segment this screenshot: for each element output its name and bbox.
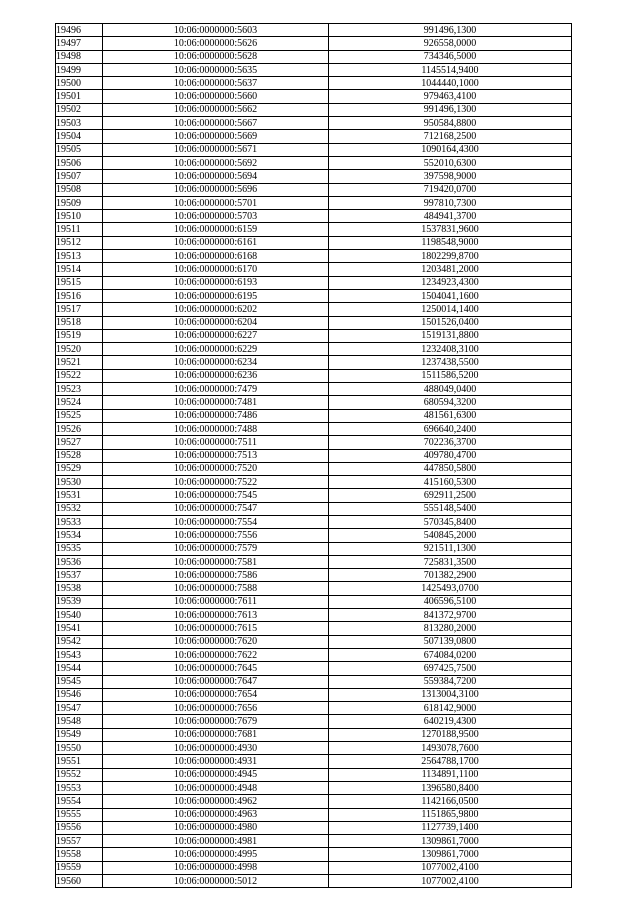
row-number-cell: 19507 [56,170,103,183]
value-cell: 702236,3700 [329,436,572,449]
cadastral-number-cell: 10:06:0000000:4998 [103,861,329,874]
table-row [56,861,572,874]
row-number-cell: 19527 [56,436,103,449]
value-cell: 1232408,3100 [329,343,572,356]
table-row [56,50,572,63]
table-row [56,755,572,768]
value-cell: 701382,2900 [329,569,572,582]
value-cell: 1501526,0400 [329,316,572,329]
value-cell: 1425493,0700 [329,582,572,595]
row-number-cell: 19501 [56,90,103,103]
value-cell: 991496,1300 [329,24,572,37]
value-cell: 950584,8800 [329,117,572,130]
cadastral-number-cell: 10:06:0000000:4995 [103,848,329,861]
cadastral-number-cell: 10:06:0000000:5667 [103,117,329,130]
table-row [56,196,572,209]
cadastral-number-cell: 10:06:0000000:7656 [103,702,329,715]
row-number-cell: 19517 [56,303,103,316]
row-number-cell: 19554 [56,795,103,808]
cadastral-number-cell: 10:06:0000000:6170 [103,263,329,276]
value-cell: 1309861,7000 [329,848,572,861]
row-number-cell: 19498 [56,50,103,63]
table-row [56,728,572,741]
value-cell: 415160,5300 [329,476,572,489]
value-cell: 1537831,9600 [329,223,572,236]
value-cell: 1504041,1600 [329,289,572,302]
row-number-cell: 19550 [56,742,103,755]
cadastral-number-cell: 10:06:0000000:4945 [103,768,329,781]
value-cell: 680594,3200 [329,396,572,409]
value-cell: 734346,5000 [329,50,572,63]
row-number-cell: 19544 [56,662,103,675]
table-row [56,117,572,130]
value-cell: 1313004,3100 [329,688,572,701]
row-number-cell: 19519 [56,329,103,342]
cadastral-number-cell: 10:06:0000000:5628 [103,50,329,63]
row-number-cell: 19551 [56,755,103,768]
value-cell: 692911,2500 [329,489,572,502]
table-row [56,675,572,688]
table-row [56,369,572,382]
value-cell: 409780,4700 [329,449,572,462]
table-row [56,609,572,622]
row-number-cell: 19547 [56,702,103,715]
row-number-cell: 19528 [56,449,103,462]
table-row [56,542,572,555]
cadastral-number-cell: 10:06:0000000:7588 [103,582,329,595]
row-number-cell: 19521 [56,356,103,369]
cadastral-number-cell: 10:06:0000000:4963 [103,808,329,821]
table-row [56,781,572,794]
row-number-cell: 19506 [56,156,103,169]
row-number-cell: 19560 [56,875,103,888]
row-number-cell: 19497 [56,37,103,50]
table-row [56,130,572,143]
value-cell: 1250014,1400 [329,303,572,316]
cadastral-number-cell: 10:06:0000000:7645 [103,662,329,675]
cadastral-number-cell: 10:06:0000000:6204 [103,316,329,329]
value-cell: 813280,2000 [329,622,572,635]
table-row [56,821,572,834]
value-cell: 696640,2400 [329,422,572,435]
cadastral-number-cell: 10:06:0000000:6168 [103,250,329,263]
cadastral-number-cell: 10:06:0000000:6195 [103,289,329,302]
row-number-cell: 19516 [56,289,103,302]
table-row [56,715,572,728]
row-number-cell: 19539 [56,595,103,608]
value-cell: 2564788,1700 [329,755,572,768]
cadastral-number-cell: 10:06:0000000:7513 [103,449,329,462]
value-cell: 555148,5400 [329,502,572,515]
row-number-cell: 19512 [56,236,103,249]
row-number-cell: 19509 [56,196,103,209]
table-row [56,662,572,675]
table-row [56,502,572,515]
cadastral-number-cell: 10:06:0000000:5701 [103,196,329,209]
value-cell: 1134891,1100 [329,768,572,781]
table-row [56,595,572,608]
value-cell: 1127739,1400 [329,821,572,834]
table-row [56,329,572,342]
value-cell: 1802299,8700 [329,250,572,263]
table-row [56,875,572,888]
row-number-cell: 19558 [56,848,103,861]
row-number-cell: 19536 [56,555,103,568]
value-cell: 1493078,7600 [329,742,572,755]
value-cell: 1090164,4300 [329,143,572,156]
row-number-cell: 19524 [56,396,103,409]
value-cell: 484941,3700 [329,210,572,223]
table-row [56,236,572,249]
value-cell: 1151865,9800 [329,808,572,821]
row-number-cell: 19500 [56,77,103,90]
row-number-cell: 19530 [56,476,103,489]
cadastral-number-cell: 10:06:0000000:5626 [103,37,329,50]
table-row [56,742,572,755]
value-cell: 926558,0000 [329,37,572,50]
row-number-cell: 19543 [56,648,103,661]
cadastral-number-cell: 10:06:0000000:6193 [103,276,329,289]
table-row [56,276,572,289]
cadastral-number-cell: 10:06:0000000:5692 [103,156,329,169]
table-row [56,223,572,236]
value-cell: 1044440,1000 [329,77,572,90]
value-cell: 507139,0800 [329,635,572,648]
table-row [56,90,572,103]
value-cell: 1511586,5200 [329,369,572,382]
row-number-cell: 19513 [56,250,103,263]
row-number-cell: 19532 [56,502,103,515]
row-number-cell: 19510 [56,210,103,223]
row-number-cell: 19541 [56,622,103,635]
cadastral-number-cell: 10:06:0000000:7586 [103,569,329,582]
table-row [56,768,572,781]
row-number-cell: 19537 [56,569,103,582]
cadastral-number-cell: 10:06:0000000:7488 [103,422,329,435]
table-row [56,422,572,435]
value-cell: 997810,7300 [329,196,572,209]
row-number-cell: 19496 [56,24,103,37]
table-row [56,569,572,582]
cadastral-number-cell: 10:06:0000000:7647 [103,675,329,688]
row-number-cell: 19542 [56,635,103,648]
table-row [56,582,572,595]
value-cell: 674084,0200 [329,648,572,661]
cadastral-number-cell: 10:06:0000000:4980 [103,821,329,834]
table-row [56,635,572,648]
table-row [56,702,572,715]
value-cell: 481561,6300 [329,409,572,422]
value-cell: 1309861,7000 [329,835,572,848]
row-number-cell: 19520 [56,343,103,356]
row-number-cell: 19533 [56,515,103,528]
table-row [56,289,572,302]
cadastral-number-cell: 10:06:0000000:7622 [103,648,329,661]
cadastral-number-cell: 10:06:0000000:4981 [103,835,329,848]
value-cell: 979463,4100 [329,90,572,103]
table-row [56,316,572,329]
cadastral-number-cell: 10:06:0000000:7679 [103,715,329,728]
value-cell: 540845,2000 [329,529,572,542]
table-row [56,250,572,263]
value-cell: 1234923,4300 [329,276,572,289]
row-number-cell: 19549 [56,728,103,741]
table-row [56,848,572,861]
value-cell: 921511,1300 [329,542,572,555]
value-cell: 552010,6300 [329,156,572,169]
row-number-cell: 19523 [56,383,103,396]
cadastral-values-table [55,23,572,888]
table-row [56,476,572,489]
value-cell: 1203481,2000 [329,263,572,276]
row-number-cell: 19508 [56,183,103,196]
cadastral-number-cell: 10:06:0000000:5671 [103,143,329,156]
table-row [56,396,572,409]
value-cell: 406596,5100 [329,595,572,608]
cadastral-number-cell: 10:06:0000000:6227 [103,329,329,342]
cadastral-number-cell: 10:06:0000000:7511 [103,436,329,449]
value-cell: 991496,1300 [329,103,572,116]
value-cell: 640219,4300 [329,715,572,728]
value-cell: 1519131,8800 [329,329,572,342]
table-row [56,356,572,369]
cadastral-number-cell: 10:06:0000000:7556 [103,529,329,542]
value-cell: 1198548,9000 [329,236,572,249]
row-number-cell: 19502 [56,103,103,116]
value-cell: 1077002,4100 [329,861,572,874]
cadastral-number-cell: 10:06:0000000:7613 [103,609,329,622]
cadastral-number-cell: 10:06:0000000:5694 [103,170,329,183]
table-row [56,383,572,396]
row-number-cell: 19526 [56,422,103,435]
cadastral-number-cell: 10:06:0000000:4930 [103,742,329,755]
table-row [56,409,572,422]
cadastral-number-cell: 10:06:0000000:7579 [103,542,329,555]
row-number-cell: 19499 [56,63,103,76]
value-cell: 488049,0400 [329,383,572,396]
table-row [56,156,572,169]
cadastral-number-cell: 10:06:0000000:7620 [103,635,329,648]
cadastral-number-cell: 10:06:0000000:4962 [103,795,329,808]
row-number-cell: 19503 [56,117,103,130]
cadastral-number-cell: 10:06:0000000:5637 [103,77,329,90]
row-number-cell: 19545 [56,675,103,688]
cadastral-number-cell: 10:06:0000000:6159 [103,223,329,236]
table-row [56,489,572,502]
table-row [56,555,572,568]
cadastral-number-cell: 10:06:0000000:7681 [103,728,329,741]
value-cell: 618142,9000 [329,702,572,715]
cadastral-number-cell: 10:06:0000000:6229 [103,343,329,356]
cadastral-number-cell: 10:06:0000000:5696 [103,183,329,196]
table-row [56,37,572,50]
cadastral-number-cell: 10:06:0000000:6236 [103,369,329,382]
cadastral-number-cell: 10:06:0000000:7545 [103,489,329,502]
row-number-cell: 19548 [56,715,103,728]
row-number-cell: 19555 [56,808,103,821]
cadastral-number-cell: 10:06:0000000:5662 [103,103,329,116]
table-row [56,77,572,90]
row-number-cell: 19559 [56,861,103,874]
row-number-cell: 19557 [56,835,103,848]
value-cell: 719420,0700 [329,183,572,196]
row-number-cell: 19553 [56,781,103,794]
cadastral-number-cell: 10:06:0000000:5660 [103,90,329,103]
cadastral-number-cell: 10:06:0000000:5669 [103,130,329,143]
table-row [56,436,572,449]
cadastral-number-cell: 10:06:0000000:7481 [103,396,329,409]
table-row [56,462,572,475]
table-row [56,263,572,276]
value-cell: 1270188,9500 [329,728,572,741]
table-row [56,688,572,701]
table-row [56,515,572,528]
cadastral-number-cell: 10:06:0000000:5635 [103,63,329,76]
row-number-cell: 19514 [56,263,103,276]
row-number-cell: 19556 [56,821,103,834]
table-row [56,343,572,356]
table-row [56,24,572,37]
cadastral-number-cell: 10:06:0000000:6234 [103,356,329,369]
cadastral-number-cell: 10:06:0000000:5703 [103,210,329,223]
table-row [56,183,572,196]
cadastral-number-cell: 10:06:0000000:4948 [103,781,329,794]
cadastral-number-cell: 10:06:0000000:7486 [103,409,329,422]
value-cell: 447850,5800 [329,462,572,475]
row-number-cell: 19511 [56,223,103,236]
cadastral-number-cell: 10:06:0000000:6202 [103,303,329,316]
value-cell: 570345,8400 [329,515,572,528]
table-body [56,24,572,888]
cadastral-number-cell: 10:06:0000000:7547 [103,502,329,515]
row-number-cell: 19515 [56,276,103,289]
value-cell: 697425,7500 [329,662,572,675]
value-cell: 1077002,4100 [329,875,572,888]
table-row [56,795,572,808]
row-number-cell: 19552 [56,768,103,781]
row-number-cell: 19525 [56,409,103,422]
cadastral-number-cell: 10:06:0000000:7522 [103,476,329,489]
row-number-cell: 19518 [56,316,103,329]
cadastral-number-cell: 10:06:0000000:7554 [103,515,329,528]
table-row [56,835,572,848]
table-row [56,622,572,635]
cadastral-number-cell: 10:06:0000000:7520 [103,462,329,475]
table-row [56,103,572,116]
row-number-cell: 19504 [56,130,103,143]
cadastral-number-cell: 10:06:0000000:5603 [103,24,329,37]
table-row [56,210,572,223]
value-cell: 1145514,9400 [329,63,572,76]
value-cell: 397598,9000 [329,170,572,183]
row-number-cell: 19540 [56,609,103,622]
row-number-cell: 19546 [56,688,103,701]
cadastral-number-cell: 10:06:0000000:6161 [103,236,329,249]
value-cell: 1237438,5500 [329,356,572,369]
value-cell: 1396580,8400 [329,781,572,794]
cadastral-number-cell: 10:06:0000000:7479 [103,383,329,396]
table-row [56,648,572,661]
cadastral-number-cell: 10:06:0000000:7581 [103,555,329,568]
cadastral-number-cell: 10:06:0000000:7615 [103,622,329,635]
table-row [56,170,572,183]
table-row [56,808,572,821]
value-cell: 559384,7200 [329,675,572,688]
value-cell: 1142166,0500 [329,795,572,808]
row-number-cell: 19505 [56,143,103,156]
row-number-cell: 19535 [56,542,103,555]
table-row [56,303,572,316]
table-row [56,63,572,76]
cadastral-number-cell: 10:06:0000000:5012 [103,875,329,888]
row-number-cell: 19534 [56,529,103,542]
row-number-cell: 19531 [56,489,103,502]
value-cell: 725831,3500 [329,555,572,568]
table-row [56,143,572,156]
row-number-cell: 19538 [56,582,103,595]
cadastral-number-cell: 10:06:0000000:7654 [103,688,329,701]
cadastral-number-cell: 10:06:0000000:4931 [103,755,329,768]
table-row [56,529,572,542]
row-number-cell: 19522 [56,369,103,382]
value-cell: 841372,9700 [329,609,572,622]
table-row [56,449,572,462]
row-number-cell: 19529 [56,462,103,475]
value-cell: 712168,2500 [329,130,572,143]
cadastral-number-cell: 10:06:0000000:7611 [103,595,329,608]
